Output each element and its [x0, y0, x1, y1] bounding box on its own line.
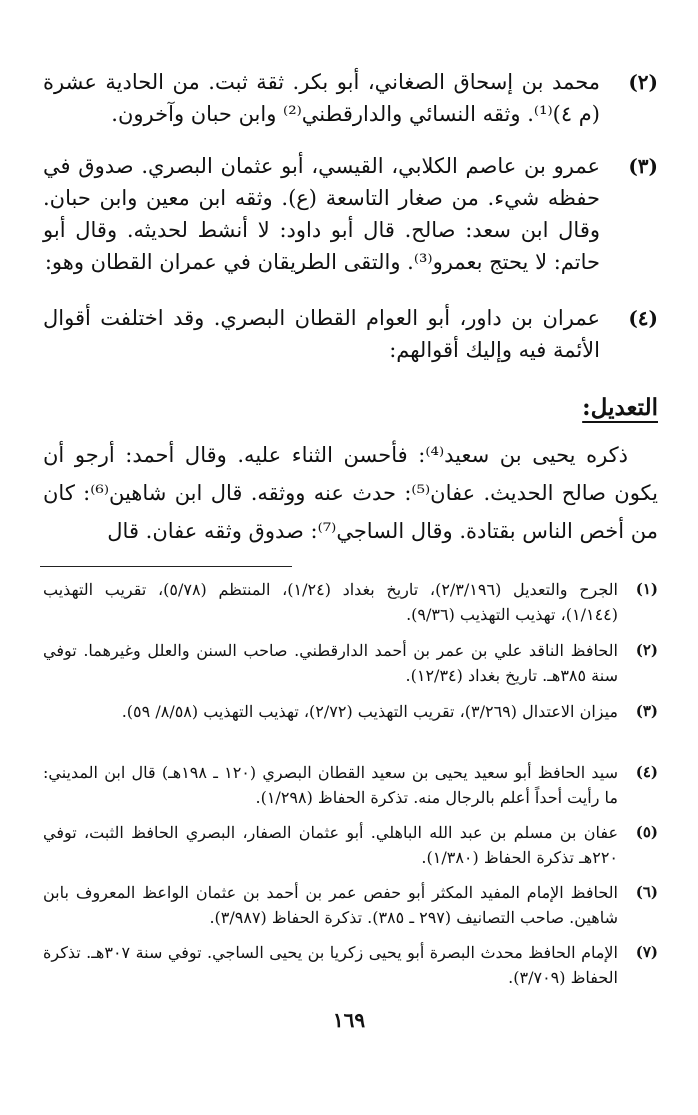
footnote-number: (٤) [635, 763, 658, 781]
footnote-number: (٢) [635, 641, 658, 659]
footnote-number: (٦) [635, 883, 658, 901]
footnote-text: عفان بن مسلم بن عبد الله الباهلي. أبو عثمان الصفار، البصري الحافظ الثبت، توفي ٢٢٠هـ تذكرة الحفاظ (١/٣٨٠). [43, 823, 618, 867]
footnote-text: الجرح والتعديل (٢/٣/١٩٦)، تاريخ بغداد (١/٢٤)، المنتظم (٥/٧٨)، تقريب التهذيب (١/١٤٤)، تهذيب التهذيب (٩/٣٦). [43, 580, 618, 624]
footnote-text: ميزان الاعتدال (٣/٢٦٩)، تقريب التهذيب (٢/٧٢)، تهذيب التهذيب (٨/٥٨/ ٥٩). [121, 702, 618, 721]
footnote-divider [40, 566, 292, 567]
footnote-text: الحافظ الناقد علي بن عمر بن أحمد الدارقطني. صاحب السنن والعلل وغيرهما. توفي سنة ٣٨٥هـ. تاريخ بغداد (١٢/٣٤). [43, 641, 618, 685]
body-paragraph: ذكره يحيى بن سعيد⁽⁴⁾: فأحسن الثناء عليه. وقال أحمد: أرجو أن يكون صالح الحديث. عفان⁽⁵⁾: حدث عنه ووثقه. قال ابن شاهين⁽⁶⁾: كان من أخص الناس بقتادة. وقال الساجي⁽⁷⁾: صدوق وثقه عفان. قال [43, 443, 658, 543]
entry-text: عمران بن داور، أبو العوام القطان البصري. وقد اختلفت أقوال الأئمة فيه وإليك أقوالهم: [43, 306, 600, 362]
footnote-text: الإمام الحافظ محدث البصرة أبو يحيى زكريا بن يحيى الساجي. توفي سنة ٣٠٧هـ. تذكرة الحفاظ (٣/٧٠٩). [43, 943, 619, 987]
entry-text: عمرو بن عاصم الكلابي، القيسي، أبو عثمان البصري. صدوق في حفظه شيء. من صغار التاسعة (ع). وثقه ابن معين وابن حبان. وقال ابن سعد: صالح. قال أبو داود: لا أنشط لحديثه. وقال أبو حاتم: لا يحتج بعمرو⁽³⁾. والتقى الطريقان في عمران القطان وهو: [43, 154, 600, 274]
entry-4 [43, 302, 658, 366]
footnote-number: (١) [635, 580, 658, 598]
entry-text: محمد بن إسحاق الصغاني، أبو بكر. ثقة ثبت. من الحادية عشرة (م ٤)⁽¹⁾. وثقه النسائي والدارقطني⁽²⁾ وابن حبان وآخرون. [43, 70, 600, 126]
footnote-2 [43, 638, 658, 688]
footnote-5 [43, 820, 658, 870]
footnote-text: الحافظ الإمام المفيد المكثر أبو حفص عمر بن أحمد بن عثمان الواعظ المعروف بابن شاهين. صاحب التصانيف (٢٩٧ ـ ٣٨٥). تذكرة الحفاظ (٣/٩٨٧). [43, 883, 618, 927]
page-number: ١٦٩ [332, 1008, 366, 1032]
footnote-3 [43, 699, 658, 724]
section-heading: التعديل: [582, 394, 658, 421]
footnote-number: (٥) [635, 823, 658, 841]
footnote-number: (٧) [635, 943, 658, 961]
entry-number: (٣) [628, 154, 658, 178]
footnote-1 [43, 577, 658, 627]
footnote-text: سيد الحافظ أبو سعيد يحيى بن سعيد القطان البصري (١٢٠ ـ ١٩٨هـ) قال ابن المديني: ما رأيت أحداً أعلم بالرجال منه. تذكرة الحفاظ (١/٢٩٨). [43, 763, 618, 807]
entry-2 [43, 66, 658, 130]
entry-number: (٢) [628, 70, 658, 94]
entry-3 [43, 150, 658, 278]
footnote-6 [43, 880, 658, 930]
footnote-7 [43, 940, 658, 990]
footnote-number: (٣) [635, 702, 658, 720]
entry-number: (٤) [628, 306, 658, 330]
footnote-4 [43, 760, 658, 810]
